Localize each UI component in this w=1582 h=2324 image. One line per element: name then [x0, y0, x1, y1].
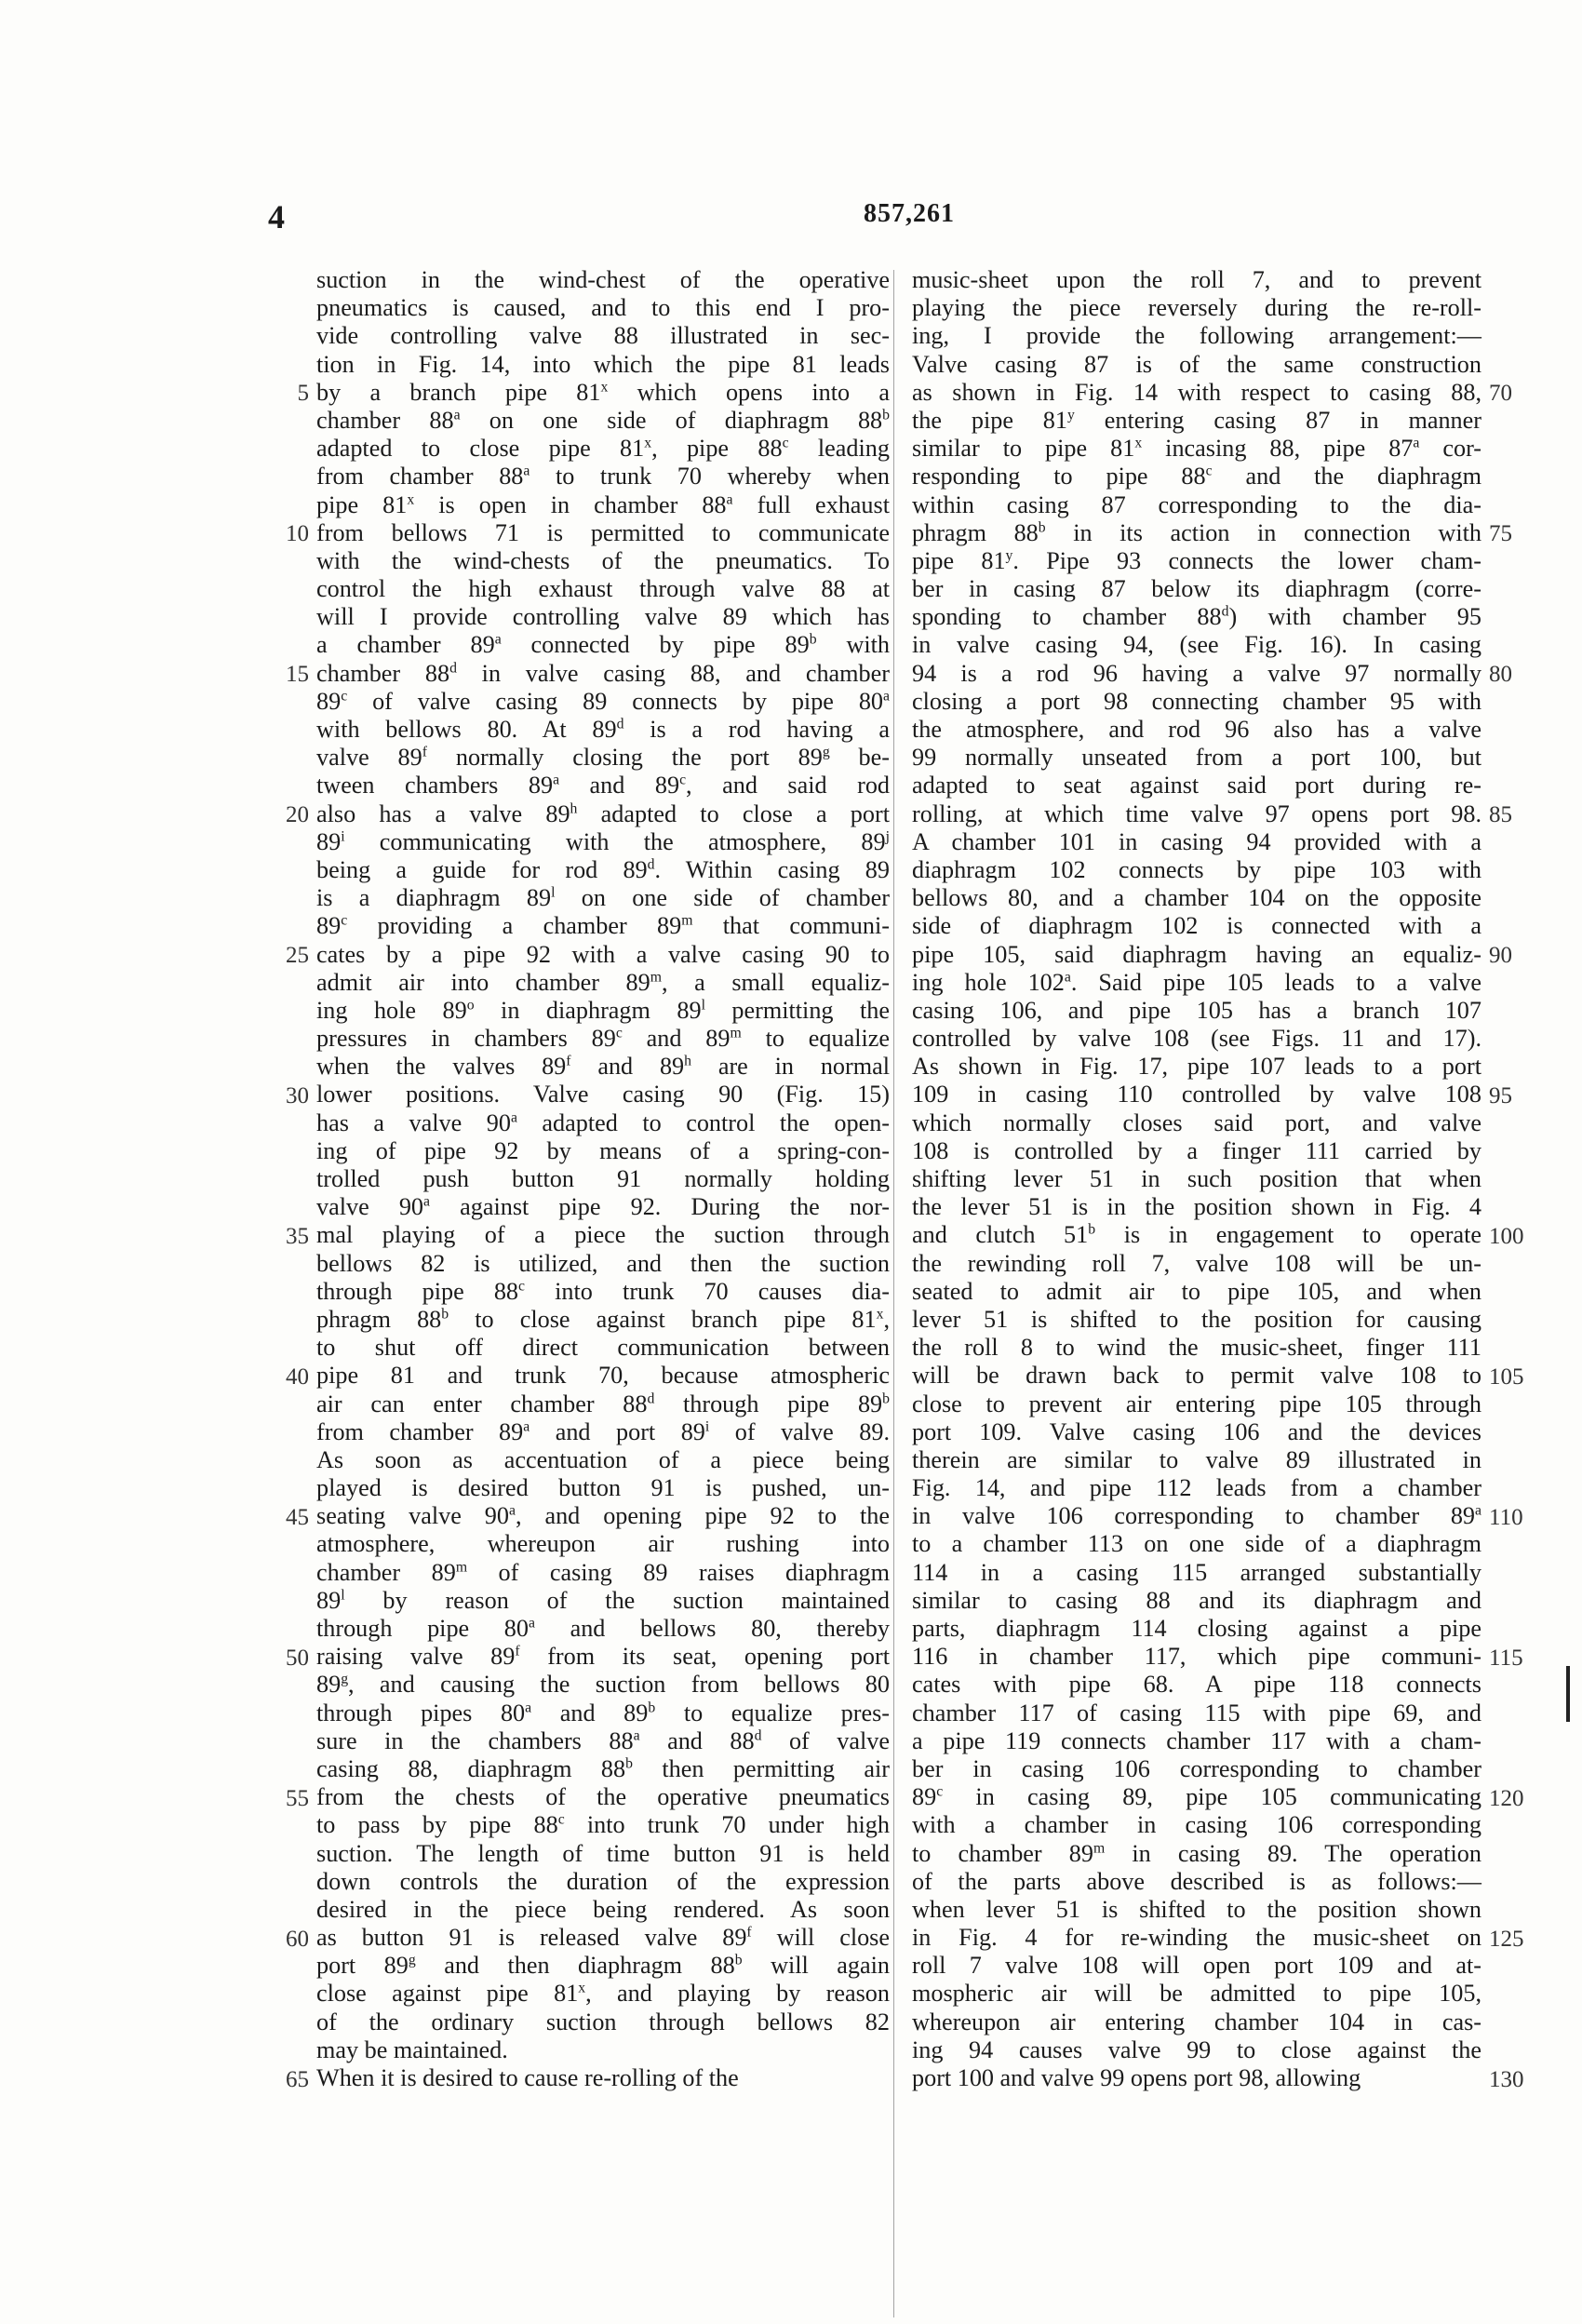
text-line: 89$^i$ communicating with the atmosphere, 89$^j$: [316, 827, 890, 855]
text-line: 94 is a rod 96 having a valve 97 normally: [912, 659, 1481, 687]
text-line: similar to casing 88 and its diaphragm and: [912, 1586, 1481, 1614]
text-line: 89$^c$ in casing 89, pipe 105 communicating: [912, 1783, 1481, 1811]
text-line: 114 in a casing 115 arranged substantially: [912, 1558, 1481, 1586]
text-line: casing 88, diaphragm 88$^b$ then permitting air: [316, 1754, 890, 1782]
text-line: seating valve 90$^a$, and opening pipe 92 to the: [316, 1502, 890, 1530]
text-line: through pipe 80$^a$ and bellows 80, thereby: [316, 1615, 890, 1642]
text-line: 89$^g$, and causing the suction from bellows 80: [316, 1671, 890, 1699]
text-line: A chamber 101 in casing 94 provided with a: [912, 827, 1481, 855]
line-number: 70: [1489, 380, 1512, 406]
text-line: chamber 117 of casing 115 with pipe 69, and: [912, 1699, 1481, 1726]
text-line: has a valve 90$^a$ adapted to control the open-: [316, 1108, 891, 1136]
line-number: 125: [1489, 1926, 1524, 1952]
text-line: to shut off direct communication between: [316, 1334, 890, 1362]
line-number: 5: [297, 380, 309, 406]
text-line: ing of pipe 92 by means of a spring-con-: [316, 1136, 890, 1164]
text-line: therein are similar to valve 89 illustrated in: [912, 1445, 1481, 1473]
text-line: diaphragm 102 connects by pipe 103 with: [912, 855, 1481, 883]
right-column: [912, 266, 1481, 2092]
page-number: 4: [268, 198, 285, 235]
column-divider: [893, 270, 894, 2317]
text-line: in Fig. 4 for re-winding the music-sheet on: [912, 1924, 1481, 1952]
text-line: will be drawn back to permit valve 108 to: [912, 1362, 1481, 1390]
text-line: side of diaphragm 102 is connected with a: [912, 912, 1481, 940]
text-line: the lever 51 is in the position shown in Fig. 4: [912, 1193, 1481, 1221]
text-line: a pipe 119 connects chamber 117 with a cham-: [912, 1726, 1481, 1754]
text-line: air can enter chamber 88$^d$ through pipe 89$^b$: [316, 1390, 890, 1417]
text-line: to chamber 89$^m$ in casing 89. The operation: [912, 1839, 1481, 1867]
text-line: tween chambers 89$^a$ and 89$^c$, and said rod: [316, 772, 891, 799]
text-line: vide controlling valve 88 illustrated in sec-: [316, 322, 890, 350]
text-line: ber in casing 106 corresponding to chamber: [912, 1754, 1481, 1782]
text-line: mospheric air will be admitted to pipe 105,: [912, 1980, 1481, 2008]
text-line: rolling, at which time valve 97 opens port 98.: [912, 799, 1481, 827]
text-line: ber in casing 87 below its diaphragm (corre-: [912, 575, 1481, 603]
text-line: when lever 51 is shifted to the position shown: [912, 1895, 1481, 1923]
edge-mark: [1566, 1666, 1570, 1722]
text-line: port 100 and valve 99 opens port 98, allowing: [912, 2064, 1361, 2091]
text-line: similar to pipe 81$^x$ incasing 88, pipe 87$^a$ cor-: [912, 435, 1481, 463]
text-line: phragm 88$^b$ in its action in connection with: [912, 518, 1481, 546]
text-line: 108 is controlled by a finger 111 carried by: [912, 1136, 1481, 1164]
line-number: 20: [286, 801, 309, 827]
line-number: 105: [1489, 1364, 1524, 1390]
text-line: 89$^c$ providing a chamber 89$^m$ that communi-: [316, 912, 890, 940]
text-line: also has a valve 89$^h$ adapted to close a port: [316, 799, 890, 827]
text-line: from chamber 88$^a$ to trunk 70 whereby when: [316, 463, 890, 490]
text-line: adapted to close pipe 81$^x$, pipe 88$^c$ leading: [316, 435, 890, 463]
text-line: atmosphere, whereupon air rushing into: [316, 1530, 890, 1558]
text-line: Valve casing 87 is of the same construction: [912, 350, 1481, 378]
text-line: with bellows 80. At 89$^d$ is a rod having a: [316, 716, 891, 743]
text-line: whereupon air entering chamber 104 in cas-: [912, 2008, 1481, 2035]
text-line: through pipes 80$^a$ and 89$^b$ to equalize pres-: [316, 1699, 890, 1726]
text-line: pipe 81$^y$. Pipe 93 connects the lower cham-: [912, 546, 1481, 574]
line-number: 80: [1489, 661, 1512, 687]
text-line: as button 91 is released valve 89$^f$ will close: [316, 1924, 890, 1952]
text-line: of the ordinary suction through bellows 82: [316, 2008, 890, 2035]
text-line: phragm 88$^b$ to close against branch pipe 81$^x$,: [316, 1305, 890, 1333]
line-number: 25: [286, 942, 309, 968]
text-line: pipe 81 and trunk 70, because atmospheric: [316, 1362, 890, 1390]
text-line: by a branch pipe 81$^x$ which opens into a: [316, 378, 890, 406]
text-line: port 109. Valve casing 106 and the devices: [912, 1417, 1481, 1445]
text-line: trolled push button 91 normally holding: [316, 1165, 890, 1192]
text-line: 109 in casing 110 controlled by valve 108: [912, 1081, 1481, 1108]
text-line: bellows 82 is utilized, and then the suction: [316, 1249, 890, 1277]
text-line: 99 normally unseated from a port 100, but: [912, 744, 1481, 772]
text-line: bellows 80, and a chamber 104 on the opposite: [912, 884, 1481, 912]
line-number: 15: [286, 661, 309, 687]
text-line: casing 106, and pipe 105 has a branch 107: [912, 996, 1481, 1024]
text-line: cates by a pipe 92 with a valve casing 90 to: [316, 940, 890, 968]
text-line: with a chamber in casing 106 corresponding: [912, 1811, 1481, 1839]
text-line: being a guide for rod 89$^d$. Within casing 89: [316, 855, 890, 883]
text-line: within casing 87 corresponding to the dia-: [912, 490, 1481, 518]
text-line: parts, diaphragm 114 closing against a pipe: [912, 1615, 1481, 1642]
text-line: valve 89$^f$ normally closing the port 89$^g$ be-: [316, 744, 890, 772]
text-line: played is desired button 91 is pushed, un-: [316, 1474, 890, 1502]
text-line: seated to admit air to pipe 105, and when: [912, 1277, 1481, 1305]
text-line: close to prevent air entering pipe 105 through: [912, 1390, 1481, 1417]
text-line: cates with pipe 68. A pipe 118 connects: [912, 1671, 1481, 1699]
line-number: 130: [1489, 2066, 1524, 2092]
text-line: lower positions. Valve casing 90 (Fig. 15): [316, 1081, 890, 1108]
text-line: pipe 81$^x$ is open in chamber 88$^a$ full exhaust: [316, 490, 890, 518]
text-line: sure in the chambers 88$^a$ and 88$^d$ of valve: [316, 1726, 891, 1754]
text-line: of the parts above described is as follows:—: [912, 1867, 1481, 1895]
line-number: 90: [1489, 942, 1512, 968]
text-line: sponding to chamber 88$^d$) with chamber 95: [912, 603, 1481, 631]
text-line: chamber 88$^a$ on one side of diaphragm 88$^b$: [316, 406, 890, 434]
line-number: 50: [286, 1645, 309, 1671]
patent-number: 857,261: [864, 199, 955, 228]
text-line: shifting lever 51 in such position that when: [912, 1165, 1481, 1192]
text-line: lever 51 is shifted to the position for causing: [912, 1305, 1481, 1333]
text-line: is a diaphragm 89$^l$ on one side of chamber: [316, 884, 890, 912]
line-number: 120: [1489, 1785, 1524, 1811]
text-line: valve 90$^a$ against pipe 92. During the nor-: [316, 1193, 890, 1221]
text-line: admit air into chamber 89$^m$, a small equaliz-: [316, 968, 890, 996]
text-line: and clutch 51$^b$ is in engagement to operate: [912, 1221, 1481, 1249]
text-line: mal playing of a piece the suction through: [316, 1221, 890, 1249]
text-line: to pass by pipe 88$^c$ into trunk 70 under high: [316, 1811, 890, 1839]
text-line: desired in the piece being rendered. As soon: [316, 1895, 890, 1923]
text-line: as shown in Fig. 14 with respect to casing 88,: [912, 378, 1481, 406]
left-column: [316, 266, 890, 2092]
text-line: which normally closes said port, and valve: [912, 1108, 1481, 1136]
text-line: music-sheet upon the roll 7, and to prevent: [912, 266, 1481, 293]
text-line: the roll 8 to wind the music-sheet, finger 111: [912, 1334, 1481, 1362]
text-line: pneumatics is caused, and to this end I pro-: [316, 294, 890, 322]
text-line: Fig. 14, and pipe 112 leads from a chamber: [912, 1474, 1481, 1502]
text-line: close against pipe 81$^x$, and playing by reason: [316, 1980, 890, 2008]
text-line: to a chamber 113 on one side of a diaphragm: [912, 1530, 1481, 1558]
line-number: 110: [1489, 1504, 1523, 1530]
text-line: tion in Fig. 14, into which the pipe 81 leads: [316, 350, 890, 378]
text-line: in valve 106 corresponding to chamber 89$^a$: [912, 1502, 1481, 1530]
text-line: controlled by valve 108 (see Figs. 11 and 17).: [912, 1025, 1481, 1053]
line-number: 10: [286, 520, 309, 546]
text-line: suction in the wind-chest of the operative: [316, 266, 890, 293]
text-line: pressures in chambers 89$^c$ and 89$^m$ to equalize: [316, 1025, 890, 1053]
text-line: the atmosphere, and rod 96 also has a valve: [912, 716, 1481, 743]
text-line: chamber 89$^m$ of casing 89 raises diaphragm: [316, 1558, 890, 1586]
text-line: roll 7 valve 108 will open port 109 and at-: [912, 1952, 1481, 1980]
text-line: As soon as accentuation of a piece being: [316, 1445, 890, 1473]
text-line: adapted to seat against said port during re-: [912, 772, 1481, 799]
line-number: 95: [1489, 1082, 1512, 1108]
line-number: 60: [286, 1926, 309, 1952]
text-line: may be maintained.: [316, 2035, 508, 2063]
text-line: with the wind-chests of the pneumatics. To: [316, 546, 890, 574]
text-line: 116 in chamber 117, which pipe communi-: [912, 1643, 1481, 1671]
text-line: down controls the duration of the expression: [316, 1867, 890, 1895]
line-number: 75: [1489, 520, 1512, 546]
text-line: a chamber 89$^a$ connected by pipe 89$^b$ with: [316, 631, 890, 659]
line-number: 100: [1489, 1223, 1524, 1249]
line-number: 115: [1489, 1645, 1523, 1671]
line-number: 65: [286, 2066, 309, 2092]
text-line: from bellows 71 is permitted to communicate: [316, 518, 890, 546]
text-line: in valve casing 94, (see Fig. 16). In casing: [912, 631, 1481, 659]
text-line: from chamber 89$^a$ and port 89$^i$ of valve 89.: [316, 1417, 891, 1445]
text-line: 89$^l$ by reason of the suction maintained: [316, 1586, 890, 1614]
text-line: 89$^c$ of valve casing 89 connects by pipe 80$^a$: [316, 687, 890, 715]
text-line: from the chests of the operative pneumatics: [316, 1783, 890, 1811]
text-line: suction. The length of time button 91 is held: [316, 1839, 890, 1867]
text-line: When it is desired to cause re-rolling of the: [316, 2064, 739, 2091]
text-line: ing 94 causes valve 99 to close against the: [912, 2035, 1481, 2063]
text-line: pipe 105, said diaphragm having an equaliz-: [912, 940, 1481, 968]
text-line: when the valves 89$^f$ and 89$^h$ are in normal: [316, 1053, 890, 1081]
text-line: will I provide controlling valve 89 which has: [316, 603, 890, 631]
line-number: 85: [1489, 801, 1512, 827]
text-line: through pipe 88$^c$ into trunk 70 causes dia-: [316, 1277, 890, 1305]
text-line: chamber 88$^d$ in valve casing 88, and chamber: [316, 659, 890, 687]
text-line: port 89$^g$ and then diaphragm 88$^b$ will again: [316, 1952, 891, 1980]
line-number: 55: [286, 1785, 309, 1811]
text-line: control the high exhaust through valve 88 at: [316, 575, 890, 603]
text-line: raising valve 89$^f$ from its seat, opening port: [316, 1643, 891, 1671]
text-line: responding to pipe 88$^c$ and the diaphragm: [912, 463, 1481, 490]
text-line: As shown in Fig. 17, pipe 107 leads to a port: [912, 1053, 1481, 1081]
text-line: ing hole 102$^a$. Said pipe 105 leads to a valve: [912, 968, 1481, 996]
line-number: 35: [286, 1223, 309, 1249]
line-number: 45: [286, 1504, 309, 1530]
text-line: ing hole 89$^o$ in diaphragm 89$^l$ permitting the: [316, 996, 890, 1024]
text-line: closing a port 98 connecting chamber 95 with: [912, 687, 1481, 715]
text-line: playing the piece reversely during the re-roll-: [912, 294, 1481, 322]
text-line: ing, I provide the following arrangement:—: [912, 322, 1481, 350]
line-number: 40: [286, 1364, 309, 1390]
line-number: 30: [286, 1082, 309, 1108]
text-line: the rewinding roll 7, valve 108 will be un-: [912, 1249, 1481, 1277]
text-line: the pipe 81$^y$ entering casing 87 in manner: [912, 406, 1481, 434]
